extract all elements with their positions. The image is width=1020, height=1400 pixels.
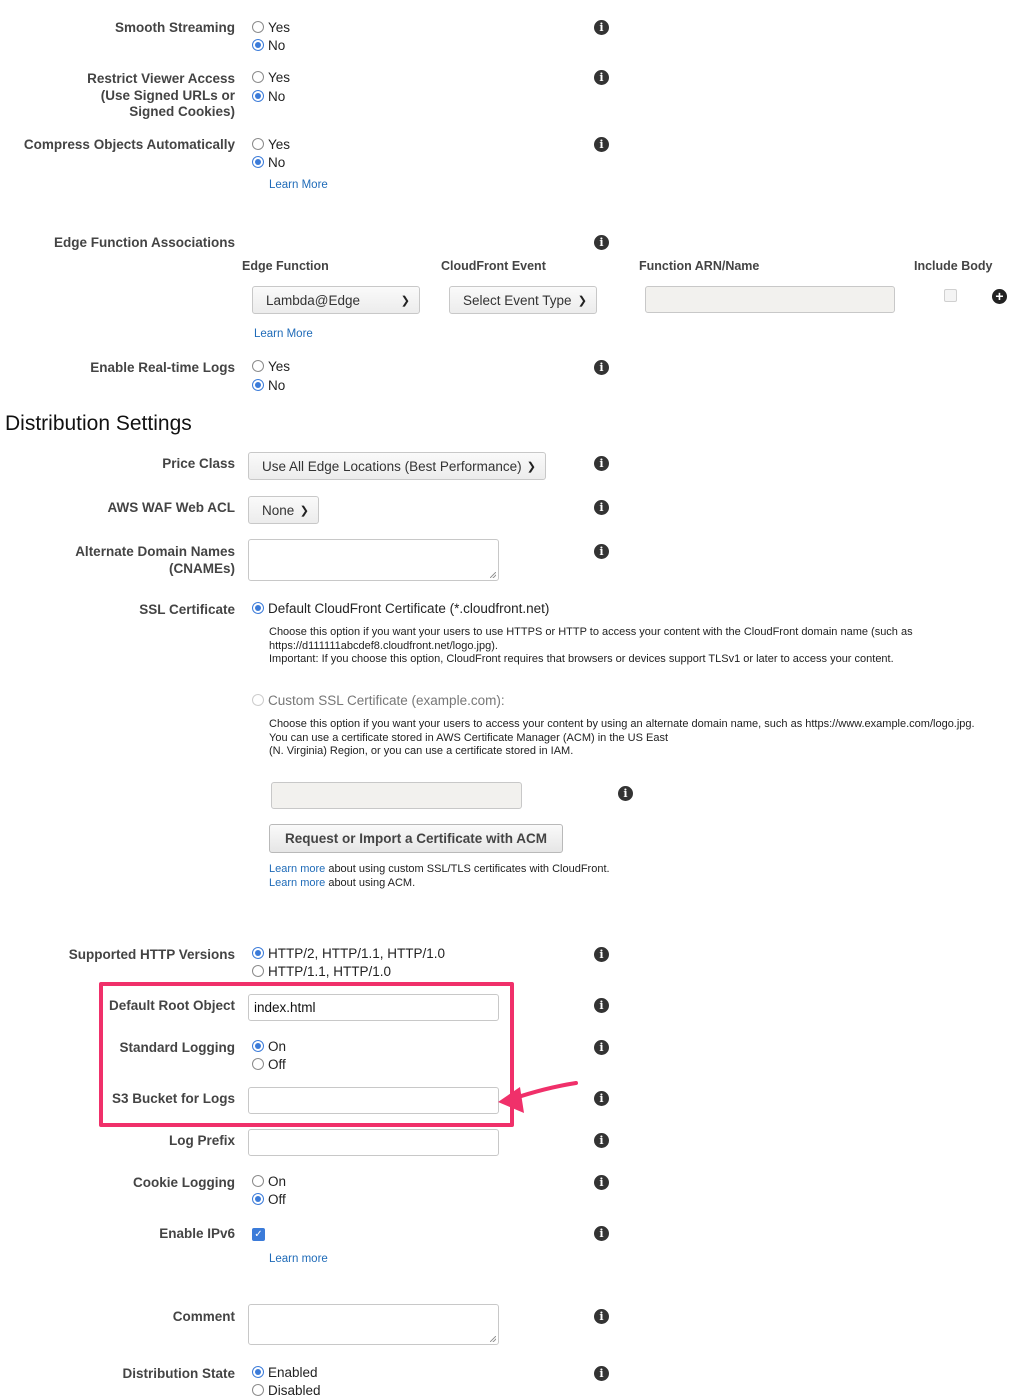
ssl-custom-option[interactable]: Custom SSL Certificate (example.com): — [252, 691, 505, 709]
info-icon[interactable]: i — [594, 1226, 609, 1241]
comment-textarea[interactable] — [248, 1304, 499, 1345]
col-cloudfront-event: CloudFront Event — [441, 259, 546, 273]
realtime-logs-label: Enable Real-time Logs — [90, 360, 235, 375]
log-prefix-input[interactable] — [248, 1129, 499, 1156]
restrict-viewer-label: Restrict Viewer Access (Use Signed URLs or Signed Cookies) — [87, 71, 235, 119]
col-function-arn: Function ARN/Name — [639, 259, 760, 273]
edge-function-select[interactable]: Lambda@Edge ❯ — [252, 286, 420, 314]
ssl-learn-more-link-2[interactable]: Learn more — [269, 876, 326, 889]
s3-bucket-label: S3 Bucket for Logs — [111, 1091, 235, 1106]
radio-button[interactable] — [252, 71, 264, 83]
price-class-label: Price Class — [162, 456, 235, 471]
ipv6-label: Enable IPv6 — [159, 1226, 235, 1241]
radio-button[interactable] — [252, 1058, 264, 1070]
default-root-input[interactable]: index.html — [248, 994, 499, 1021]
comment-label: Comment — [172, 1309, 235, 1324]
radio-button[interactable] — [252, 1175, 264, 1187]
waf-label: AWS WAF Web ACL — [107, 500, 235, 515]
realtime-logs-no[interactable]: No — [252, 376, 285, 394]
info-icon[interactable]: i — [594, 235, 609, 250]
standard-logging-on[interactable]: On — [252, 1037, 286, 1055]
smooth-streaming-yes[interactable]: Yes — [252, 18, 290, 36]
cnames-textarea[interactable] — [248, 539, 499, 581]
compress-learn-more-link[interactable]: Learn More — [269, 179, 328, 191]
radio-button[interactable] — [252, 965, 264, 977]
cookie-logging-on[interactable]: On — [252, 1172, 286, 1190]
col-include-body: Include Body — [914, 259, 993, 273]
distribution-state-enabled[interactable]: Enabled — [252, 1363, 318, 1381]
plus-circle-icon[interactable]: + — [992, 289, 1007, 304]
ssl-custom-help: Choose this option if you want your users to access your content by using an alternate domain name, such as https://www.example.com/logo.jpg. You can use a certificate stored in AWS Certificate Manager (ACM) in the US East (N. Virginia) Region, or you can use a certificate stored in IAM. — [269, 718, 975, 757]
default-root-label: Default Root Object — [108, 998, 235, 1013]
realtime-logs-yes[interactable]: Yes — [252, 357, 290, 375]
info-icon[interactable]: i — [594, 1175, 609, 1190]
info-icon[interactable]: i — [594, 947, 609, 962]
info-icon[interactable]: i — [618, 786, 633, 801]
chevron-down-icon: ❯ — [299, 504, 309, 517]
ipv6-checkbox[interactable]: ✓ — [252, 1228, 265, 1241]
edge-function-learn-more-link[interactable]: Learn More — [254, 328, 313, 340]
http-versions-option-1[interactable]: HTTP/2, HTTP/1.1, HTTP/1.0 — [252, 944, 445, 962]
smooth-streaming-label: Smooth Streaming — [114, 20, 235, 35]
cookie-logging-off[interactable]: Off — [252, 1190, 286, 1208]
radio-button[interactable] — [252, 90, 264, 102]
compress-no[interactable]: No — [252, 153, 285, 171]
restrict-viewer-no[interactable]: No — [252, 87, 285, 105]
log-prefix-label: Log Prefix — [168, 1133, 235, 1148]
info-icon[interactable]: i — [594, 998, 609, 1013]
radio-button[interactable] — [252, 694, 264, 706]
info-icon[interactable]: i — [594, 137, 609, 152]
radio-button[interactable] — [252, 1366, 264, 1378]
edge-function-label: Edge Function Associations — [53, 235, 235, 250]
request-acm-certificate-button[interactable]: Request or Import a Certificate with ACM — [269, 824, 563, 853]
info-icon[interactable]: i — [594, 500, 609, 515]
col-edge-function: Edge Function — [242, 259, 329, 273]
ssl-default-help: Choose this option if you want your users to use HTTPS or HTTP to access your content with the CloudFront domain name (such as https://d111111abcdef8.cloudfront.net/logo.jpg). Important: If you choose this option, CloudFront requires that browsers or devices support TLSv1 or later to access your content. — [269, 626, 913, 665]
ipv6-learn-more-link[interactable]: Learn more — [269, 1253, 328, 1265]
compress-yes[interactable]: Yes — [252, 135, 290, 153]
info-icon[interactable]: i — [594, 456, 609, 471]
chevron-down-icon: ❯ — [400, 294, 410, 307]
info-icon[interactable]: i — [594, 1091, 609, 1106]
radio-button[interactable] — [252, 39, 264, 51]
radio-button[interactable] — [252, 138, 264, 150]
chevron-down-icon: ❯ — [577, 294, 587, 307]
radio-button[interactable] — [252, 947, 264, 959]
waf-select[interactable]: None ❯ — [248, 496, 319, 524]
compress-label: Compress Objects Automatically — [23, 137, 235, 152]
info-icon[interactable]: i — [594, 360, 609, 375]
ssl-learn-more: Learn more about using custom SSL/TLS certificates with CloudFront. Learn more about using ACM. — [269, 863, 610, 889]
cloudfront-event-select[interactable]: Select Event Type ❯ — [449, 286, 597, 314]
radio-button[interactable] — [252, 1040, 264, 1052]
ssl-default-option[interactable]: Default CloudFront Certificate (*.cloudfront.net) — [252, 599, 549, 617]
function-arn-input[interactable] — [645, 286, 895, 313]
ssl-label: SSL Certificate — [139, 602, 235, 617]
info-icon[interactable]: i — [594, 544, 609, 559]
distribution-state-label: Distribution State — [122, 1366, 235, 1381]
radio-button[interactable] — [252, 156, 264, 168]
info-icon[interactable]: i — [594, 1309, 609, 1324]
info-icon[interactable]: i — [594, 1040, 609, 1055]
radio-button[interactable] — [252, 1384, 264, 1396]
radio-button[interactable] — [252, 602, 264, 614]
chevron-down-icon: ❯ — [526, 460, 536, 473]
radio-button[interactable] — [252, 1193, 264, 1205]
cnames-label: Alternate Domain Names (CNAMEs) — [75, 544, 235, 576]
info-icon[interactable]: i — [594, 1366, 609, 1381]
info-icon[interactable]: i — [594, 1133, 609, 1148]
radio-button[interactable] — [252, 379, 264, 391]
include-body-checkbox[interactable] — [944, 289, 957, 302]
cookie-logging-label: Cookie Logging — [133, 1175, 235, 1190]
standard-logging-label: Standard Logging — [119, 1040, 235, 1055]
radio-button[interactable] — [252, 360, 264, 372]
custom-cert-input[interactable] — [271, 782, 522, 809]
standard-logging-off[interactable]: Off — [252, 1055, 286, 1073]
s3-bucket-input[interactable] — [248, 1087, 499, 1114]
smooth-streaming-no[interactable]: No — [252, 36, 285, 54]
http-versions-label: Supported HTTP Versions — [68, 947, 235, 962]
section-title: Distribution Settings — [5, 412, 192, 435]
arrow-annotation-icon — [490, 1075, 582, 1117]
info-icon[interactable]: i — [594, 70, 609, 85]
restrict-viewer-yes[interactable]: Yes — [252, 68, 290, 86]
price-class-select[interactable]: Use All Edge Locations (Best Performance) ❯ — [248, 452, 546, 480]
http-versions-option-2[interactable]: HTTP/1.1, HTTP/1.0 — [252, 962, 391, 980]
radio-button[interactable] — [252, 21, 264, 33]
distribution-state-disabled[interactable]: Disabled — [252, 1381, 321, 1399]
ssl-learn-more-link-1[interactable]: Learn more — [269, 863, 326, 875]
info-icon[interactable]: i — [594, 20, 609, 35]
